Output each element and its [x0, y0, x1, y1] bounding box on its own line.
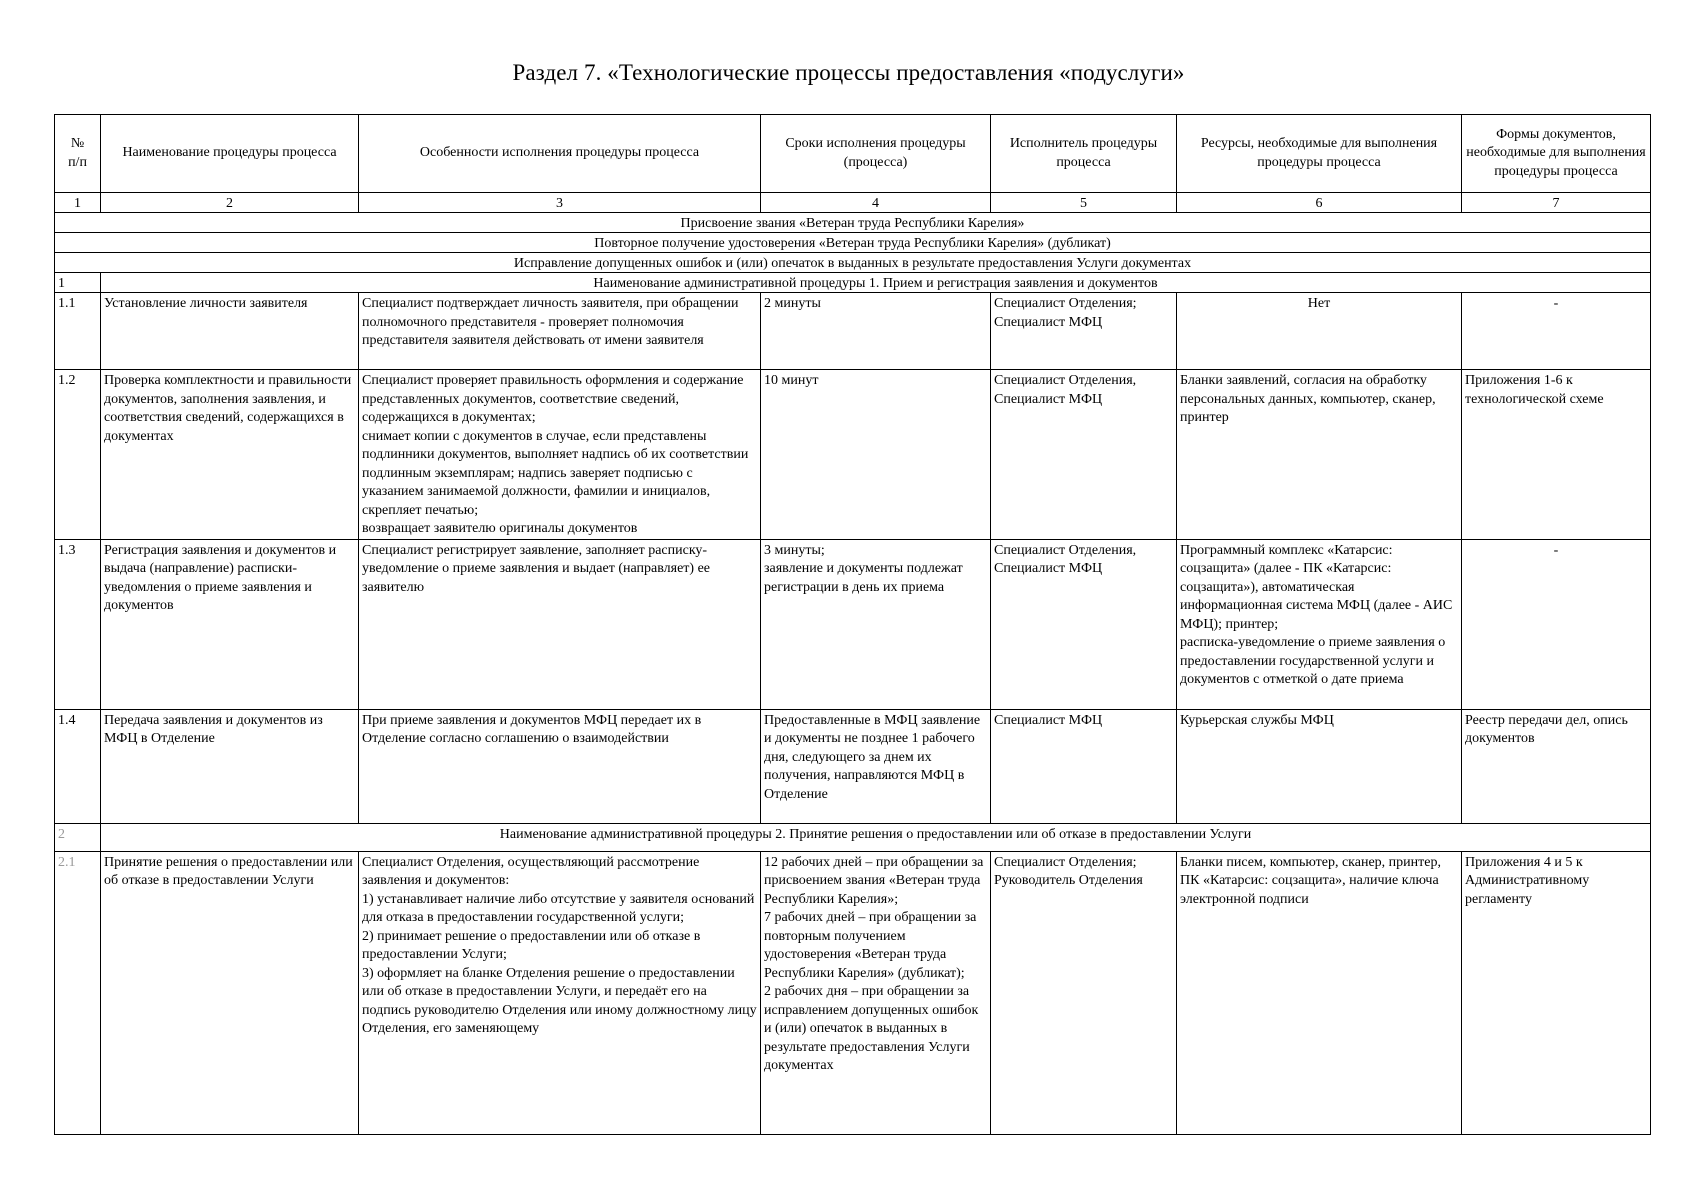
- row-procedure-name: Проверка комплектности и правильности документов, заполнения заявления, и соответствия сведений, содержащихся в документах: [101, 370, 359, 540]
- row-procedure-name: Передача заявления и документов из МФЦ в Отделение: [101, 709, 359, 823]
- row-term: 3 минуты; заявление и документы подлежат регистрации в день их приема: [761, 539, 991, 709]
- row-num: 2.1: [55, 851, 101, 1134]
- column-number: 2: [101, 193, 359, 213]
- row-resources: Курьерская службы МФЦ: [1177, 709, 1462, 823]
- row-forms: -: [1462, 293, 1651, 370]
- header-executor: Исполнитель процедуры процесса: [991, 115, 1177, 193]
- row-details: Специалист Отделения, осуществляющий рассмотрение заявления и документов: 1) устанавливает наличие либо отсутствие у заявителя оснований для отказа в предоставлении государственной услуги; 2) принимает решение о предоставлении или об отказе в предоставлении Услуги; 3) оформляет на бланке Отделения решение о предоставлении или об отказе в предоставлении Услуги, и передаёт его на подпись руководителю Отделения или иному должностному лицу Отделения, его заменяющему: [359, 851, 761, 1134]
- row-num: 1.3: [55, 539, 101, 709]
- row-forms: -: [1462, 539, 1651, 709]
- header-resources: Ресурсы, необходимые для выполнения процедуры процесса: [1177, 115, 1462, 193]
- header-row: [55, 115, 1651, 193]
- column-number: 4: [761, 193, 991, 213]
- service-title: Присвоение звания «Ветеран труда Республики Карелия»: [55, 213, 1651, 233]
- process-table: [54, 114, 1651, 1135]
- header-term: Сроки исполнения процедуры (процесса): [761, 115, 991, 193]
- procedure-2-row: [55, 823, 1651, 851]
- row-executor: Специалист Отделения, Специалист МФЦ: [991, 539, 1177, 709]
- column-number-row: [55, 193, 1651, 213]
- row-details: Специалист подтверждает личность заявителя, при обращении полномочного представителя - проверяет полномочия представителя заявителя действовать от имени заявителя: [359, 293, 761, 370]
- row-resources: Программный комплекс «Катарсис: соцзащита» (далее - ПК «Катарсис: соцзащита»), автоматическая информационная система МФЦ (далее - АИС МФЦ); принтер; расписка-уведомление о приеме заявления о предоставлении государственной услуги и документов с отметкой о дате приема: [1177, 539, 1462, 709]
- row-term: 12 рабочих дней – при обращении за присвоением звания «Ветеран труда Республики Карелия»; 7 рабочих дней – при обращении за повторным получением удостоверения «Ветеран труда Республики Карелия» (дубликат); 2 рабочих дня – при обращении за исправлением допущенных ошибок и (или) опечаток в выданных в результате предоставления Услуги документах: [761, 851, 991, 1134]
- header-num: № п/п: [55, 115, 101, 193]
- row-details: Специалист проверяет правильность оформления и содержание представленных документов, соответствие сведений, содержащихся в документах; снимает копии с документов в случае, если представлены подлинники документов, выполняет надпись об их соответствии подлинным экземплярам; надпись заверяет подписью с указанием занимаемой должности, фамилии и инициалов, скрепляет печатью; возвращает заявителю оригиналы документов: [359, 370, 761, 540]
- column-number: 1: [55, 193, 101, 213]
- column-number: 5: [991, 193, 1177, 213]
- table-row: [55, 851, 1651, 1134]
- header-forms: Формы документов, необходимые для выполнения процедуры процесса: [1462, 115, 1651, 193]
- row-term: Предоставленные в МФЦ заявление и документы не позднее 1 рабочего дня, следующего за днем их получения, направляются МФЦ в Отделение: [761, 709, 991, 823]
- row-forms: Реестр передачи дел, опись документов: [1462, 709, 1651, 823]
- service-title: Повторное получение удостоверения «Ветеран труда Республики Карелия» (дубликат): [55, 233, 1651, 253]
- service-row: [55, 213, 1651, 233]
- row-resources: Нет: [1177, 293, 1462, 370]
- table-row: [55, 709, 1651, 823]
- row-details: Специалист регистрирует заявление, заполняет расписку-уведомление о приеме заявления и выдает (направляет) ее заявителю: [359, 539, 761, 709]
- service-row: [55, 253, 1651, 273]
- row-resources: Бланки заявлений, согласия на обработку персональных данных, компьютер, сканер, принтер: [1177, 370, 1462, 540]
- row-procedure-name: Регистрация заявления и документов и выдача (направление) расписки-уведомления о приеме заявления и документов: [101, 539, 359, 709]
- table-row: [55, 370, 1651, 540]
- header-procedure-details: Особенности исполнения процедуры процесса: [359, 115, 761, 193]
- row-executor: Специалист Отделения; Специалист МФЦ: [991, 293, 1177, 370]
- row-procedure-name: Установление личности заявителя: [101, 293, 359, 370]
- procedure-title: Наименование административной процедуры 2. Принятие решения о предоставлении или об отказе в предоставлении Услуги: [101, 823, 1651, 851]
- row-num: 1.1: [55, 293, 101, 370]
- row-procedure-name: Принятие решения о предоставлении или об отказе в предоставлении Услуги: [101, 851, 359, 1134]
- row-resources: Бланки писем, компьютер, сканер, принтер, ПК «Катарсис: соцзащита», наличие ключа электронной подписи: [1177, 851, 1462, 1134]
- procedure-1-row: [55, 273, 1651, 293]
- row-term: 2 минуты: [761, 293, 991, 370]
- column-number: 6: [1177, 193, 1462, 213]
- row-term: 10 минут: [761, 370, 991, 540]
- procedure-num: 1: [55, 273, 101, 293]
- column-number: 7: [1462, 193, 1651, 213]
- row-executor: Специалист Отделения, Специалист МФЦ: [991, 370, 1177, 540]
- row-forms: Приложения 4 и 5 к Административному регламенту: [1462, 851, 1651, 1134]
- row-num: 1.2: [55, 370, 101, 540]
- table-row: [55, 293, 1651, 370]
- column-number: 3: [359, 193, 761, 213]
- table-row: [55, 539, 1651, 709]
- row-forms: Приложения 1-6 к технологической схеме: [1462, 370, 1651, 540]
- row-executor: Специалист МФЦ: [991, 709, 1177, 823]
- header-procedure-name: Наименование процедуры процесса: [101, 115, 359, 193]
- row-executor: Специалист Отделения; Руководитель Отделения: [991, 851, 1177, 1134]
- procedure-num: 2: [55, 823, 101, 851]
- procedure-title: Наименование административной процедуры 1. Прием и регистрация заявления и документов: [101, 273, 1651, 293]
- service-title: Исправление допущенных ошибок и (или) опечаток в выданных в результате предоставления Услуги документах: [55, 253, 1651, 273]
- row-details: При приеме заявления и документов МФЦ передает их в Отделение согласно соглашению о взаимодействии: [359, 709, 761, 823]
- service-row: [55, 233, 1651, 253]
- page-title: Раздел 7. «Технологические процессы предоставления «подуслуги»: [512, 60, 1185, 85]
- row-num: 1.4: [55, 709, 101, 823]
